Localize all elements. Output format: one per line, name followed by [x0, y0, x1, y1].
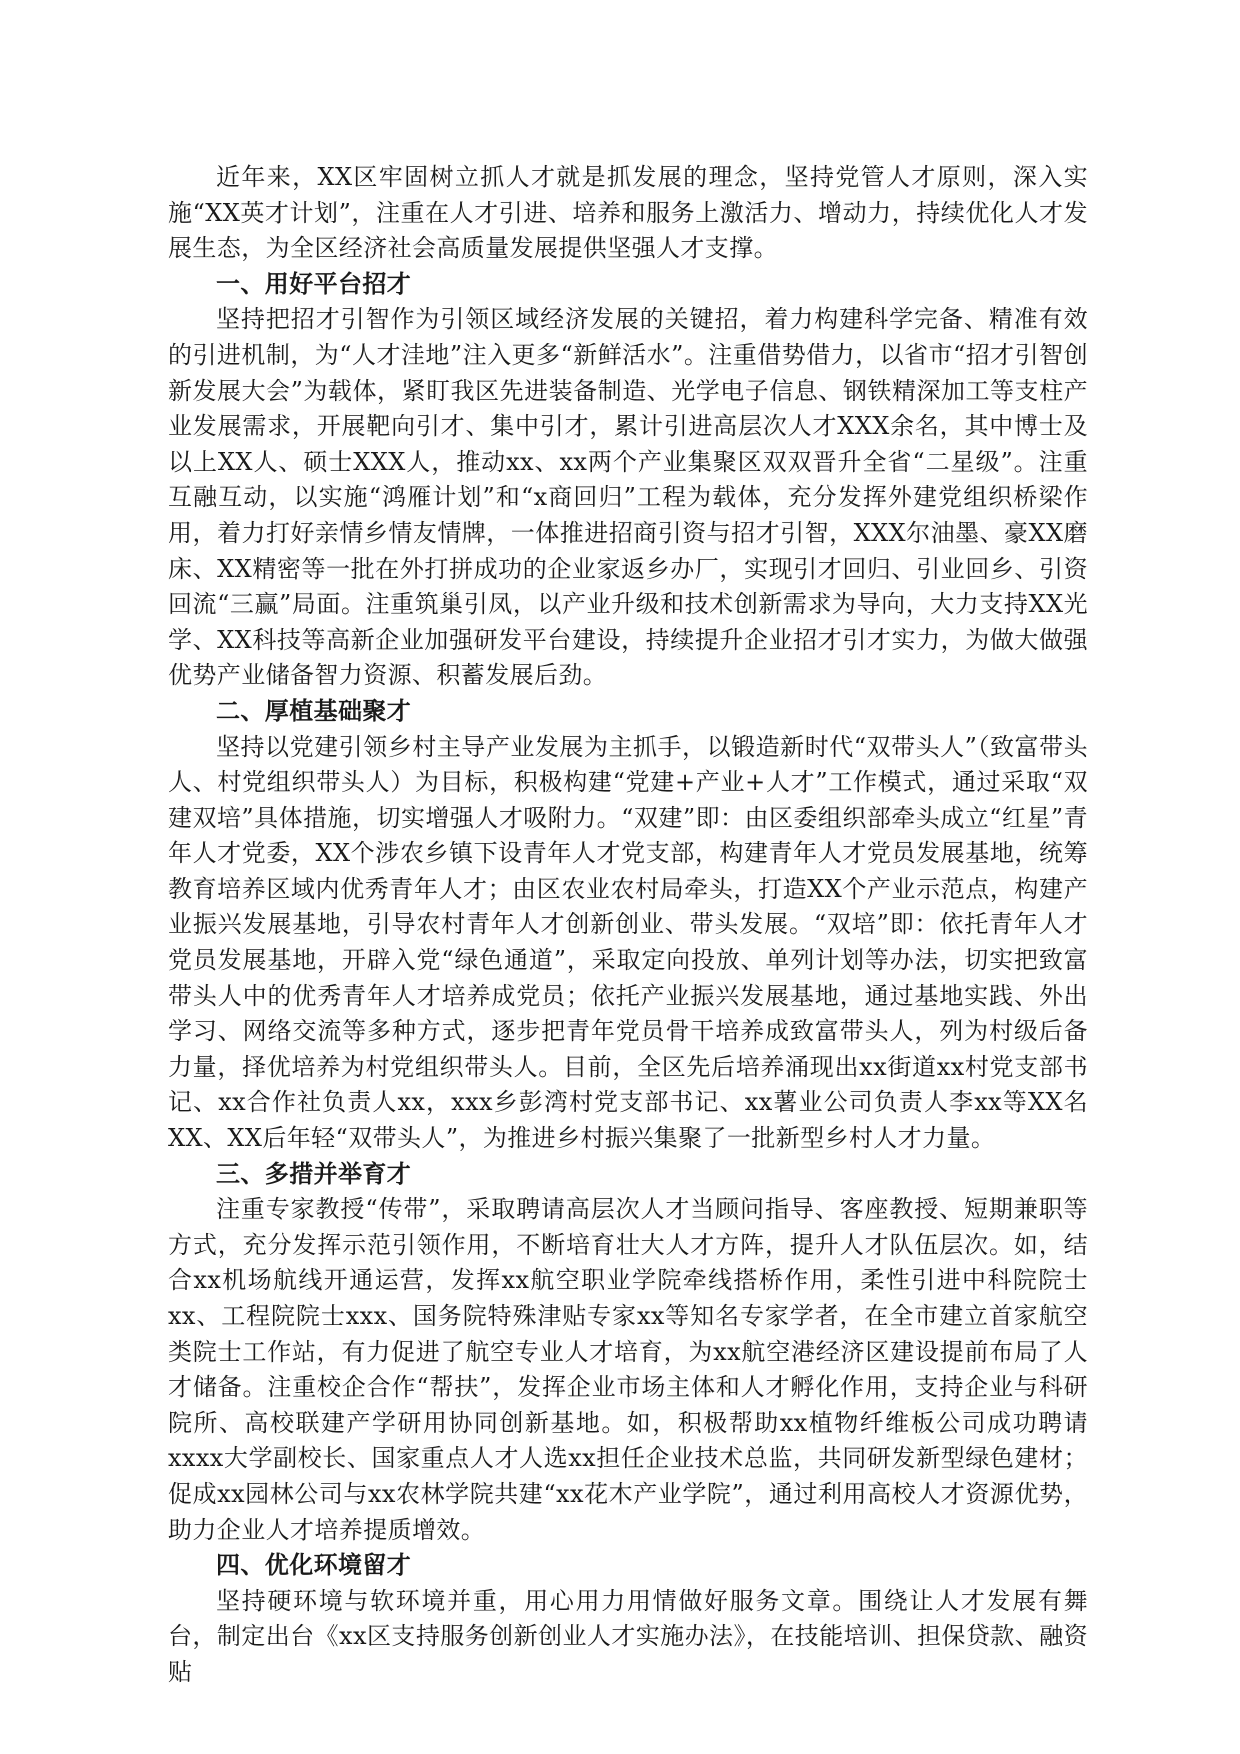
section-body-1: 坚持把招才引智作为引领区域经济发展的关键招，着力构建科学完备、精准有效的引进机制，为“人才洼地”注入更多“新鲜活水”。注重借势借力，以省市“招才引智创新发展大会”为载体，紧盯我区先进装备制造、光学电子信息、钢铁精深加工等支柱产业发展需求，开展靶向引才、集中引才，累计引进高层次人才XXX余名，其中博士及以上XX人、硕士XXX人，推动xx、xx两个产业集聚区双双晋升全省“二星级”。注重互融互动，以实施“鸿雁计划”和“x商回归”工程为载体，充分发挥外建党组织桥梁作用，着力打好亲情乡情友情牌，一体推进招商引资与招才引智，XXX尔油墨、豪XX磨床、XX精密等一批在外打拼成功的企业家返乡办厂，实现引才回归、引业回乡、引资回流“三赢”局面。注重筑巢引凤，以产业升级和技术创新需求为导向，大力支持XX光学、XX科技等高新企业加强研发平台建设，持续提升企业招才引才实力，为做大做强优势产业储备智力资源、积蓄发展后劲。	[168, 305, 1088, 690]
section-body-2: 坚持以党建引领乡村主导产业发展为主抓手，以锻造新时代“双带头人”（致富带头人、村党组织带头人）为目标，积极构建“党建+产业+人才”工作模式，通过采取“双建双培”具体措施，切实增强人才吸附力。“双建”即：由区委组织部牵头成立“红星”青年人才党委，XX个涉农乡镇下设青年人才党支部，构建青年人才党员发展基地，统筹教育培养区域内优秀青年人才；由区农业农村局牵头，打造XX个产业示范点，构建产业振兴发展基地，引导农村青年人才创新创业、带头发展。“双培”即：依托青年人才党员发展基地，开辟入党“绿色通道”，采取定向投放、单列计划等办法，切实把致富带头人中的优秀青年人才培养成党员；依托产业振兴发展基地，通过基地实践、外出学习、网络交流等多种方式，逐步把青年党员骨干培养成致富带头人，列为村级后备力量，择优培养为村党组织带头人。目前，全区先后培养涌现出xx街道xx村党支部书记、xx合作社负责人xx，xxx乡彭湾村党支部书记、xx薯业公司负责人李xx等XX名XX、XX后年轻“双带头人”，为推进乡村振兴集聚了一批新型乡村人才力量。	[168, 732, 1088, 1153]
intro-paragraph: 近年来，XX区牢固树立抓人才就是抓发展的理念，坚持党管人才原则，深入实施“XX英才计划”，注重在人才引进、培养和服务上激活力、增动力，持续优化人才发展生态，为全区经济社会高质量发展提供坚强人才支撑。	[168, 163, 1088, 263]
section-heading-1: 一、用好平台招才	[216, 269, 412, 298]
section-heading-4: 四、优化环境留才	[216, 1551, 412, 1580]
section-body-3: 注重专家教授“传带”，采取聘请高层次人才当顾问指导、客座教授、短期兼职等方式，充分发挥示范引领作用，不断培育壮大人才方阵，提升人才队伍层次。如，结合xx机场航线开通运营，发挥xx航空职业学院牵线搭桥作用，柔性引进中科院院士xx、工程院院士xxx、国务院特殊津贴专家xx等知名专家学者，在全市建立首家航空类院士工作站，有力促进了航空专业人才培育，为xx航空港经济区建设提前布局了人才储备。注重校企合作“帮扶”，发挥企业市场主体和人才孵化作用，支持企业与科研院所、高校联建产学研用协同创新基地。如，积极帮助xx植物纤维板公司成功聘请xxxx大学副校长、国家重点人才人选xx担任企业技术总监，共同研发新型绿色建材；促成xx园林公司与xx农林学院共建“xx花木产业学院”，通过利用高校人才资源优势，助力企业人才培养提质增效。	[168, 1195, 1088, 1544]
section-heading-3: 三、多措并举育才	[216, 1159, 412, 1188]
document-body	[168, 160, 1088, 1691]
section-body-4: 坚持硬环境与软环境并重，用心用力用情做好服务文章。围绕让人才发展有舞台，制定出台《xx区支持服务创新创业人才实施办法》，在技能培训、担保贷款、融资贴	[168, 1586, 1088, 1686]
section-heading-2: 二、厚植基础聚才	[216, 696, 412, 725]
